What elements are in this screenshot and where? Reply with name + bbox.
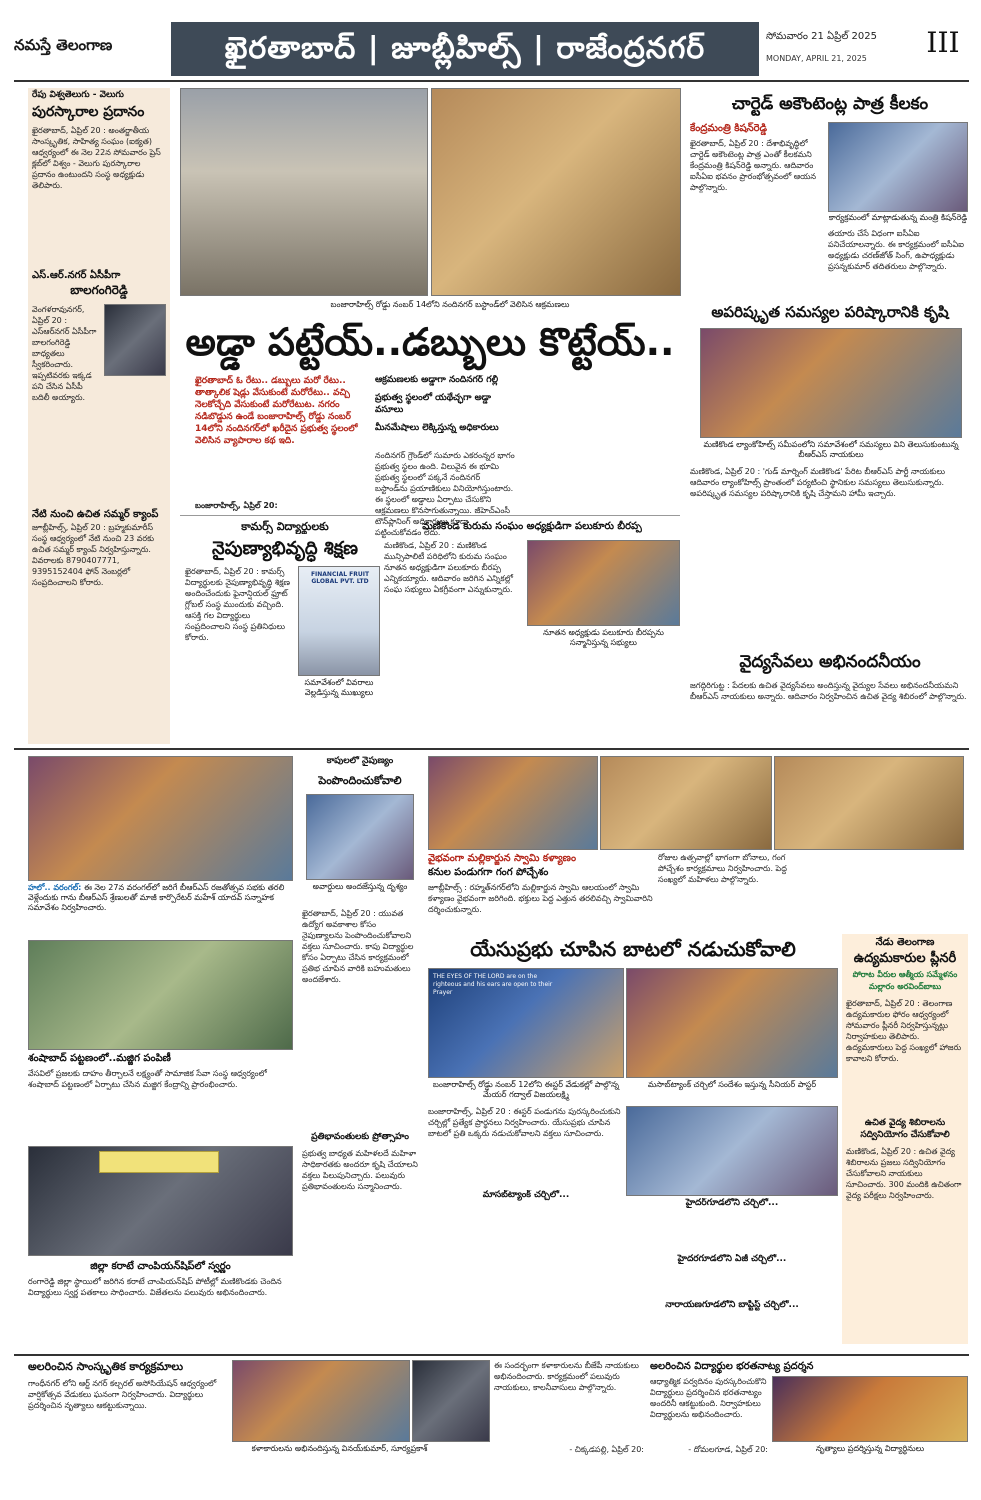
easter-photo-caption-1: బంజారాహిల్స్ రోడ్డు నంబర్ 12లోని ఈస్టర్ వేడుకల్లో పాల్గొన్న మేయర్ గద్వాల్ విజయలక్ష్మి — [428, 1080, 624, 1102]
brand-name: నమస్తే తెలంగాణ — [14, 36, 113, 54]
left-body: ఖైరతాబాద్, ఏప్రిల్ 20 : అంతర్జాతీయ సాంస్కృతిక, సాహిత్య సంఘం (ఐక్యత) ఆధ్వర్యంలో ఈ నెల 22న సోమవారం ప్రెస్ క్లబ్‌లో విశ్వం - వెలుగు పురస్కారాల ప్రదానం ఉంటుందని సంస్థ అధ్యక్షుడు తెలిపారు. — [32, 126, 161, 190]
bullet-item: ఆక్రమణలకు అడ్డాగా నందినగర్ గల్లీ — [375, 375, 499, 385]
kuruma-photo — [527, 540, 680, 626]
buttermilk-photo — [28, 940, 293, 1050]
acp-photo — [104, 304, 166, 376]
kuruma-body-cont — [527, 652, 680, 732]
top-photo-left — [180, 88, 428, 296]
bottom-photo-caption-2: నృత్యాలు ప్రదర్శిస్తున్న విద్యార్థినులు — [772, 1444, 968, 1456]
easter-sub-4: నారాయణగూడలోని బాప్టిస్ట్ చర్చిలో... — [665, 1300, 799, 1310]
top-photo-right — [431, 88, 681, 296]
main-story-rule — [180, 515, 680, 516]
main-intro: ఖైరతాబాద్ ఓ రేటు.. డబ్బులు మరో రేటు.. తాత్కాలిక షెడ్లు వేసుకుంటే మరోరేటు.. వచ్చి నెలకోచ్చేది వేసుకుంటే మరోరేటుట. నగరం నడిబొడ్డున ఉండే బంజారాహిల్స్ రోడ్డు నంబర్ 14లోని నందినగర్‌లో ఖరీదైన ప్రభుత్వ స్థలంలో వెలిసిన వ్యాపారాల కథ ఇది. — [195, 376, 358, 446]
masthead — [14, 22, 969, 76]
bottom-photo-caption-1: కళాకారులను అభినందిస్తున్న వినయ్‌కుమార్, సూర్యప్రకాశ్ — [232, 1444, 447, 1456]
easter-sub-2: హైదర్‌గూడలోని చర్చిలో... — [685, 1198, 779, 1208]
masthead-rule — [14, 80, 969, 82]
left-sub-body2: జూబ్లీహిల్స్, ఏప్రిల్ 20 : బ్రహ్మకుమారీస్ సంస్థ ఆధ్వర్యంలో నేటి నుంచి 23 వరకు ఉచిత సమ్మర్ క్యాంప్ నిర్వహిస్తున్నారు. వివరాలకు 8790407771, 9395152404 ఫోన్ నెంబర్లలో సంప్రదించాలని కోరారు. — [32, 523, 155, 587]
easter-photo-1 — [428, 968, 624, 1078]
left-kicker: రేపు విశ్వతెలుగు - వెలుగు — [32, 90, 124, 100]
easter-photo-2 — [626, 968, 838, 1078]
easter-photo-3 — [626, 1106, 838, 1196]
kuruma-photo-caption: నూతన అధ్యక్షుడు పలుకూరు బీరప్పను సన్మానిస్తున్న సభ్యులు — [527, 628, 680, 650]
easter-body-cont — [428, 1204, 624, 1344]
warangal-photo — [28, 756, 293, 881]
ca-photo-caption: కార్యక్రమంలో మాట్లాడుతున్న మంత్రి కిషన్‌రెడ్డి — [828, 213, 968, 225]
masthead-banner: ఖైరతాబాద్ | జూబ్లీహిల్స్ | రాజేంద్రనగర్ — [171, 22, 759, 76]
temple-body3 — [802, 852, 964, 928]
karate-caption: రంగారెడ్డి జిల్లా స్థాయిలో జరిగిన కరాటే చాంపియన్‌షిప్ పోటీల్లో మణికొండకు చెందిన విద్యార్థులు స్వర్ణ పతకాలు సాధించారు. విజేతలను పలువురు అభినందించారు. — [28, 1277, 282, 1297]
plenary-sub: పోరాట వీరుల ఆత్మీయ సమ్మేళనం — [852, 970, 958, 979]
temple-photo-2 — [600, 756, 772, 850]
medical-headline: వైద్యసేవలు అభినందనీయం — [739, 652, 921, 672]
left-sub-title: బాలగంగిరెడ్డి — [70, 283, 128, 297]
kapu-body: ఖైరతాబాద్, ఏప్రిల్ 20 : యువత ఉద్యోగ అవకాశాల కోసం నైపుణ్యాలను పెంపొందించుకోవాలని వక్తలు సూచించారు. కాపు విద్యార్థుల కోసం ఏర్పాటు చేసిన కార్యక్రమంలో ప్రతిభ చూపిన వారికి బహుమతులు అందజేశారు. — [302, 909, 414, 984]
temple-photo-1 — [428, 756, 598, 850]
commerce-headline: నైపుణ్యాభివృద్ధి శిక్షణ — [211, 538, 359, 559]
medical-body: జగద్గిరిగుట్ట : పేదలకు ఉచిత వైద్యసేవలు అందిస్తున్న వైద్యుల సేవలు అభినందనీయమని బీఆర్ఎస్ నాయకులు అన్నారు. ఆదివారం నిర్వహించిన ఉచిత వైద్య శిబిరంలో పాల్గొన్నారు. — [690, 681, 967, 701]
main-bullets — [375, 375, 515, 455]
temple-caption-title: వైభవంగా మల్లికార్జున స్వామి కళ్యాణం — [428, 853, 577, 864]
buttermilk-caption: వేసవిలో ప్రజలకు దాహం తీర్చాలనే లక్ష్యంతో సామాజిక సేవా సంస్థ ఆధ్వర్యంలో శంషాబాద్ పట్టణంలో ఏర్పాటు చేసిన మజ్జిగ కేంద్రాన్ని ప్రారంభించారు. — [28, 1069, 267, 1089]
main-dateline: బంజారాహిల్స్, ఏప్రిల్ 20: — [195, 501, 278, 510]
kapu-sub-body: ప్రభుత్వ బాధ్యత మహిళలదే మహిళా సాధికారతకు అందరూ కృషి చేయాలని వక్తలు పిలుపునిచ్చారు. పలువురు ప్రతిభావంతులను సన్మానించారు. — [302, 1149, 418, 1191]
commerce-kicker: కామర్స్ విద్యార్థులకు — [241, 520, 329, 533]
left-column — [28, 88, 170, 744]
commerce-banner-text: FINANCIAL FRUIT GLOBAL PVT. LTD — [310, 571, 370, 585]
bottom-right-body: ఆధ్యాత్మిక పర్వదినం పురస్కరించుకొని విద్యార్థులు ప్రదర్శించిన భరతనాట్యం అందరినీ ఆకట్టుకుంది. నిర్వాహకులు విద్యార్థులను అభినందించారు. — [650, 1377, 767, 1419]
bottom-left-body: గాంధీనగర్ లోని ఆర్ట్ నగర్ కల్చరల్ అసోసియేషన్ ఆధ్వర్యంలో వార్షికోత్సవ వేడుకలు ఘనంగా నిర్వహించారు. విద్యార్థులు ప్రదర్శించిన నృత్యాలు ఆకట్టుకున్నాయి. — [28, 1379, 217, 1410]
commerce-photo-caption: సమావేశంలో వివరాలు వెల్లడిస్తున్న ముఖ్యులు — [298, 678, 380, 700]
karate-banner — [99, 1151, 219, 1173]
date-english: MONDAY, APRIL 21, 2025 — [766, 54, 867, 63]
kapu-sub-title: ప్రతిభావంతులకు ప్రోత్సాహం — [311, 1132, 409, 1142]
karate-caption-title: జిల్లా కరాటే చాంపియన్‌షిప్‌లో స్వర్ణం — [90, 1261, 231, 1272]
bottom-photo-2 — [412, 1360, 490, 1442]
mid-page-rule — [14, 748, 969, 750]
easter-banner-text: THE EYES OF THE LORD are on the righteous and his ears are open to their Prayer — [433, 973, 553, 996]
easter-photo-caption-2: మసాబ్‌ట్యాంక్ చర్చిలో సందేశం ఇస్తున్న సీనియర్ పాస్టర్ — [626, 1080, 838, 1102]
bullet-item: ప్రభుత్వ స్థలంలో యథేచ్ఛగా అడ్డా వసూలు — [375, 393, 491, 415]
easter-body-col2 — [626, 1212, 838, 1252]
date-telugu: సోమవారం 21 ఏప్రిల్ 2025 — [766, 31, 877, 42]
kapu-headline: పెంపొందించుకోవాలి — [318, 774, 402, 787]
issues-headline: అపరిష్కృత సమస్యల పరిష్కారానికి కృషి — [711, 303, 949, 321]
page-number: III — [926, 26, 960, 59]
plenary-kicker: నేడు తెలంగాణ — [875, 937, 935, 948]
temple-photo-3 — [774, 756, 964, 850]
kapu-kicker: కాపులలో నైపుణ్యం — [326, 756, 394, 766]
warangal-caption-lead: హలో.. వరంగల్: — [28, 883, 82, 892]
main-body-col3 — [522, 375, 680, 515]
plenary-sub2: మల్లారం అరవింద్‌బాబు — [868, 982, 942, 991]
bullet-item: మీనమేషాలు లెక్కిస్తున్న అధికారులు — [375, 423, 499, 433]
bottom-rule — [14, 1354, 969, 1356]
easter-headline: యేసుప్రభు చూపిన బాటలో నడుచుకోవాలి — [470, 937, 796, 961]
buttermilk-caption-title: శంషాబాద్ పట్టణంలో..మజ్జిగ పంపిణీ — [28, 1053, 171, 1064]
ca-headline: చార్టెడ్ అకౌంటెంట్ల పాత్ర కీలకం — [731, 94, 929, 114]
temple-body: జూబ్లీహిల్స్ : రహ్మత్‌నగర్‌లోని మల్లికార్జున స్వామి ఆలయంలో స్వామి కళ్యాణం వైభవంగా జరిగింది. భక్తులు పెద్ద ఎత్తున తరలివచ్చి స్వామివారిని దర్శించుకున్నారు. — [428, 883, 653, 914]
easter-sub-1: మాసబ్‌ట్యాంక్ చర్చిలో... — [482, 1190, 570, 1200]
kuruma-headline: మణికొండ కురుమ సంఘం అధ్యక్షుడిగా పలుకూరు బీరప్ప — [422, 521, 642, 532]
bottom-mid-dateline: - చిక్కడపల్లి, ఏప్రిల్ 20: — [569, 1445, 644, 1454]
left-title: పురస్కారాల ప్రదానం — [32, 104, 145, 120]
kapu-photo — [306, 794, 414, 880]
bottom-photo-1 — [232, 1360, 410, 1442]
top-photo-caption: బంజారాహిల్స్ రోడ్డు నంబర్ 14లోని నందినగర్ బస్టాండ్‌లో వెలిసిన ఆక్రమణలు — [250, 300, 650, 312]
ca-body2: తయారు చేసే విధంగా ఐసీఏఐ పనిచేయాలన్నారు. ఈ కార్యక్రమంలో ఐసీఏఐ అధ్యక్షుడు చరణ్‌జోత్ సింగ్, ఉపాధ్యక్షుడు ప్రసన్నకుమార్ తదితరులు పాల్గొన్నారు. — [828, 229, 964, 271]
main-headline: అడ్డా పట్టేయ్..డబ్బులు కొట్టేయ్.. — [185, 320, 675, 364]
commerce-photo — [298, 566, 380, 676]
ca-kicker: కేంద్రమంత్రి కిషన్‌రెడ్డి — [690, 123, 768, 134]
issues-body: మణికొండ, ఏప్రిల్ 20 : 'గుడ్ మార్నింగ్ మణికొండ' పేరిట బీఆర్ఎస్ పార్టీ నాయకులు ఆదివారం ల్యాంకోహిల్స్ ప్రాంతంలో పర్యటించి స్థానికుల సమస్యలు తెలుసుకున్నారు. అపరిష్కృత సమస్యల పరిష్కారానికి కృషి చేస్తామని హామీ ఇచ్చారు. — [690, 467, 945, 498]
issues-photo — [700, 328, 962, 438]
ca-photo — [828, 122, 968, 212]
easter-body: బంజారాహిల్స్, ఏప్రిల్ 20 : ఈస్టర్ పండుగను పురస్కరించుకుని చర్చిల్లో ప్రత్యేక ప్రార్థనలు నిర్వహించారు. యేసుప్రభు చూపిన బాటలో ప్రతి ఒక్కరు నడుచుకోవాలని వక్తలు సూచించారు. — [428, 1107, 621, 1138]
left-sub-title2: నేటి నుంచి ఉచిత సమ్మర్ క్యాంప్ — [32, 509, 159, 520]
temple-body2: రోజుల ఉత్సవాల్లో భాగంగా బోనాలు, గంగ పోచ్చేశం కార్యక్రమాలు నిర్వహించారు. పెద్ద సంఖ్యలో మహిళలు పాల్గొన్నారు. — [658, 853, 787, 884]
bottom-right-dateline: - దోమలగూడ, ఏప్రిల్ 20: — [688, 1445, 768, 1454]
bottom-right-title: అలరించిన విద్యార్థుల భరతనాట్య ప్రదర్శన — [650, 1361, 814, 1372]
plenary-headline: ఉద్యమకారుల ప్లీనరీ — [853, 951, 957, 966]
left-sub-body-cont — [32, 464, 166, 504]
warangal-caption-text: ఈ నెల 27న వరంగల్‌లో జరిగే బీఆర్ఎస్ రజతోత్సవ సభకు తరలి వెళ్లేందుకు గాను బీఆర్ఎస్ శ్రేణులతో మాజీ కార్పొరేటర్ మహేశ్ యాదవ్ సన్నాహక సమావేశం నిర్వహించారు. — [28, 883, 285, 912]
warangal-caption — [28, 883, 293, 927]
camp-sub-title: ఉచిత వైద్య శిబిరాలను సద్వినియోగం చేసుకోవాలి — [860, 1118, 950, 1140]
kapu-photo-caption: అవార్డులు అందజేస్తున్న దృశ్యం — [300, 882, 420, 904]
bottom-photo-3 — [772, 1376, 968, 1442]
easter-sub-3: హైదరగూడలోని ఏజీ చర్చిలో... — [677, 1254, 787, 1264]
commerce-body: ఖైరతాబాద్, ఏప్రిల్ 20 : కామర్స్ విద్యార్థులకు నైపుణ్యాభివృద్ధి శిక్షణ అందించేందుకు ఫైనాన్షియల్ ఫ్రూట్ గ్లోబల్ సంస్థ ముందుకు వచ్చింది. ఆసక్తి గల విద్యార్థులు సంప్రదించాలని సంస్థ ప్రతినిధులు కోరారు. — [185, 567, 290, 642]
bottom-left-title: అలరించిన సాంస్కృతిక కార్యక్రమాలు — [28, 1360, 184, 1373]
karate-photo — [28, 1146, 293, 1256]
camp-sub-body: మణికొండ, ఏప్రిల్ 20 : ఉచిత వైద్య శిబిరాలను ప్రజలు సద్వినియోగం చేసుకోవాలని నాయకులు సూచించారు. 300 మందికి ఉచితంగా వైద్య పరీక్షలు నిర్వహించారు. — [846, 1147, 962, 1200]
temple-caption-sub: కనుల పండుగగా గంగ పోచ్చేశం — [428, 867, 549, 878]
ca-body: ఖైరతాబాద్, ఏప్రిల్ 20 : దేశాభివృద్ధిలో చార్టెడ్ అకౌంటెంట్ల పాత్ర ఎంతో కీలకమని కేంద్రమంత్రి కిషన్‌రెడ్డి అన్నారు. ఆదివారం ఐసీఏఐ భవనం ప్రారంభోత్సవంలో ఆయన పాల్గొన్నారు. — [690, 139, 817, 192]
kuruma-body: మణికొండ, ఏప్రిల్ 20 : మణికొండ మున్సిపాలిటీ పరిధిలోని కురుమ సంఘం నూతన అధ్యక్షుడిగా పలుకూరు బీరప్ప ఎన్నికయ్యారు. ఆదివారం జరిగిన ఎన్నికల్లో సంఘ సభ్యులు ఏకగ్రీవంగా ఎన్నుకున్నారు. — [384, 541, 513, 594]
left-sub-kicker: ఎస్.ఆర్.నగర్ ఏసీపీగా — [32, 270, 121, 281]
plenary-body: ఖైరతాబాద్, ఏప్రిల్ 20 : తెలంగాణ ఉద్యమకారుల ఫోరం ఆధ్వర్యంలో సోమవారం ప్లీనరీ నిర్వహిస్తున్నట్లు నిర్వాహకులు తెలిపారు. ఉద్యమకారులు పెద్ద సంఖ్యలో హాజరు కావాలని కోరారు. — [846, 999, 962, 1063]
bottom-mid-body: ఈ సందర్భంగా కళాకారులను బీజేపీ నాయకులు అభినందించారు. కార్యక్రమంలో పలువురు నాయకులు, కాలనీవాసులు పాల్గొన్నారు. — [494, 1361, 639, 1392]
main-body: నందినగర్ గ్రౌండ్‌లో సుమారు ఎకరంన్నర భాగం ప్రభుత్వ స్థలం ఉంది. విలువైన ఈ భూమి ప్రభుత్వ స్థలంలో పక్కనే నందినగర్ బస్టాండ్‌ను ప్రయాణికులు వినియోగిస్తుంటారు. ఈ స్థలంలో అడ్డాలు ఏర్పాటు చేసుకొని ఆక్రమణలు కొనసాగుతున్నాయి. జీహెచ్ఎంసీ టౌన్‌ప్లానింగ్ అధికారులు కూడా పట్టించుకోవడం లేదు. — [375, 451, 515, 537]
left-sub-body: వెంగళరావునగర్, ఏప్రిల్ 20 : ఎస్ఆర్‌నగర్ ఏసీపీగా బాలగంగిరెడ్డి బాధ్యతలు స్వీకరించారు. ఇప్పటివరకు ఇక్కడ పని చేసిన ఏసీపీ బదిలీ అయ్యారు. — [32, 305, 97, 402]
issues-photo-caption: మణికొండ ల్యాంకోహిల్స్ సమీపంలోని సమావేశంలో సమస్యలు విని తెలుసుకుంటున్న బీఆర్ఎస్ నాయకులు — [700, 440, 962, 462]
